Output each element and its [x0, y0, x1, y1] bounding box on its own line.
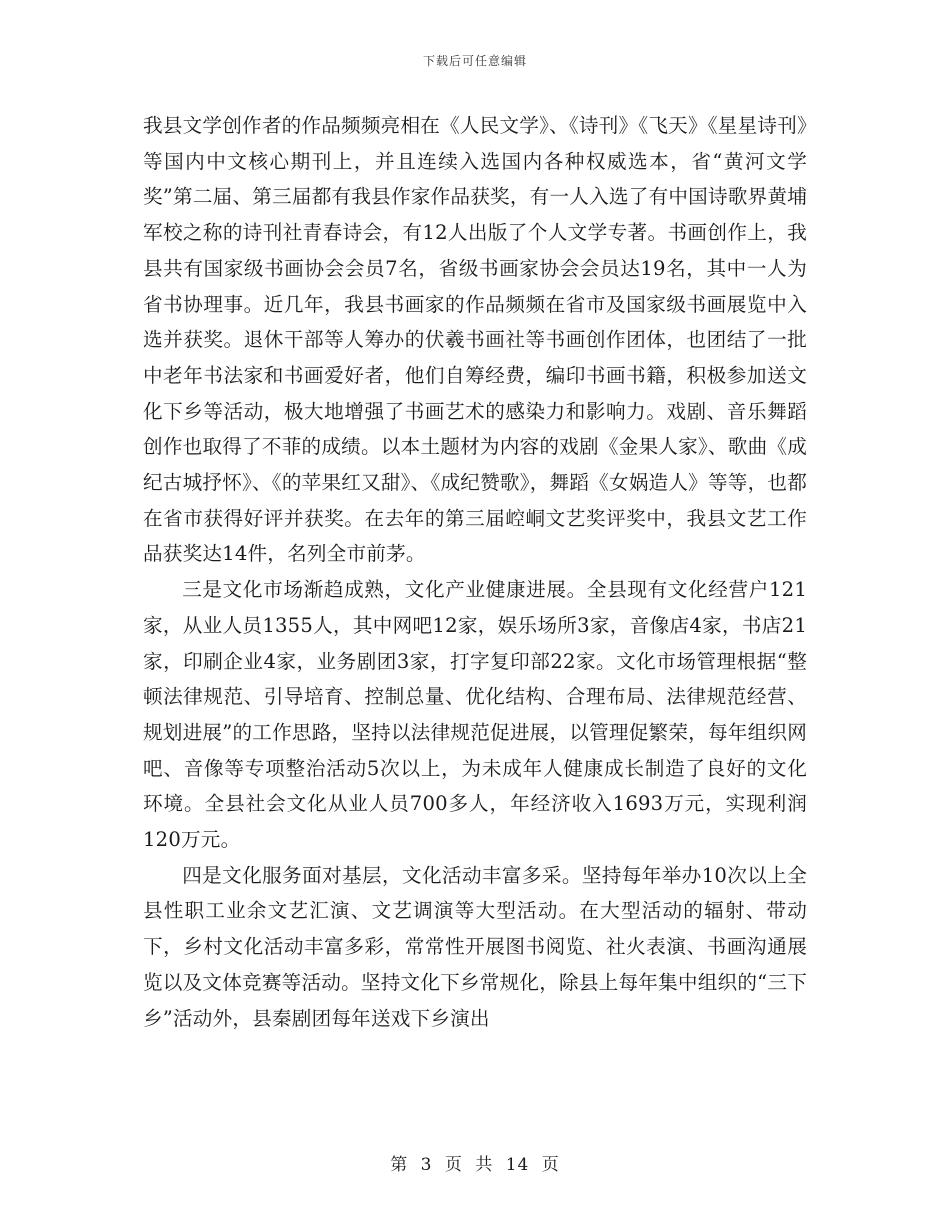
paragraph-cultural-market: 三是文化市场渐趋成熟，文化产业健康进展。全县现有文化经营户121家，从业人员1355人，其中网吧12家，娱乐场所3家，音像店4家，书店21家，印刷企业4家，业务剧团3家，打字复印部22家。文化市场管理根据“整顿法律规范、引导培育、控制总量、优化结构、合理布局、法律规范经营、规划进展”的工作思路，坚持以法律规范促进展，以管理促繁荣，每年组织网吧、音像等专项整治活动5次以上，为未成年人健康成长制造了良好的文化环境。全县社会文化从业人员700多人，年经济收入1693万元，实现利润120万元。: [143, 578, 807, 852]
page-header-note: 下载后可任意编辑: [422, 54, 527, 68]
page-number-footer: 第 3 页 共 14 页: [390, 1155, 560, 1175]
paragraph-cultural-services: 四是文化服务面对基层，文化活动丰富多采。坚持每年举办10次以上全县性职工业余文艺汇演、文艺调演等大型活动。在大型活动的辐射、带动下，乡村文化活动丰富多彩，常常性开展图书阅览、社火表演、书画沟通展览以及文体竞赛等活动。坚持文化下乡常规化，除县上每年集中组织的“三下乡”活动外，县秦剧团每年送戏下乡演出: [143, 863, 807, 1030]
document-body: [143, 108, 807, 1036]
paragraph-continued: 我县文学创作者的作品频频亮相在《人民文学》、《诗刊》《飞天》《星星诗刊》等国内中文核心期刊上，并且连续入选国内各种权威选本，省“黄河文学奖”第二届、第三届都有我县作家作品获奖，有一人入选了有中国诗歌界黄埔军校之称的诗刊社青春诗会，有12人出版了个人文学专著。书画创作上，我县共有国家级书画协会会员7名，省级书画家协会会员达19名，其中一人为省书协理事。近几年，我县书画家的作品频频在省市及国家级书画展览中入选并获奖。退休干部等人筹办的伏羲书画社等书画创作团体，也团结了一批中老年书法家和书画爱好者，他们自筹经费，编印书画书籍，积极参加送文化下乡等活动，极大地增强了书画艺术的感染力和影响力。戏剧、音乐舞蹈创作也取得了不菲的成绩。以本土题材为内容的戏剧《金果人家》、歌曲《成纪古城抒怀》、《的苹果红又甜》、《成纪赞歌》，舞蹈《女娲造人》等等，也都在省市获得好评并获奖。在去年的第三届崆峒文艺奖评奖中，我县文艺工作品获奖达14件，名列全市前茅。: [143, 114, 807, 566]
